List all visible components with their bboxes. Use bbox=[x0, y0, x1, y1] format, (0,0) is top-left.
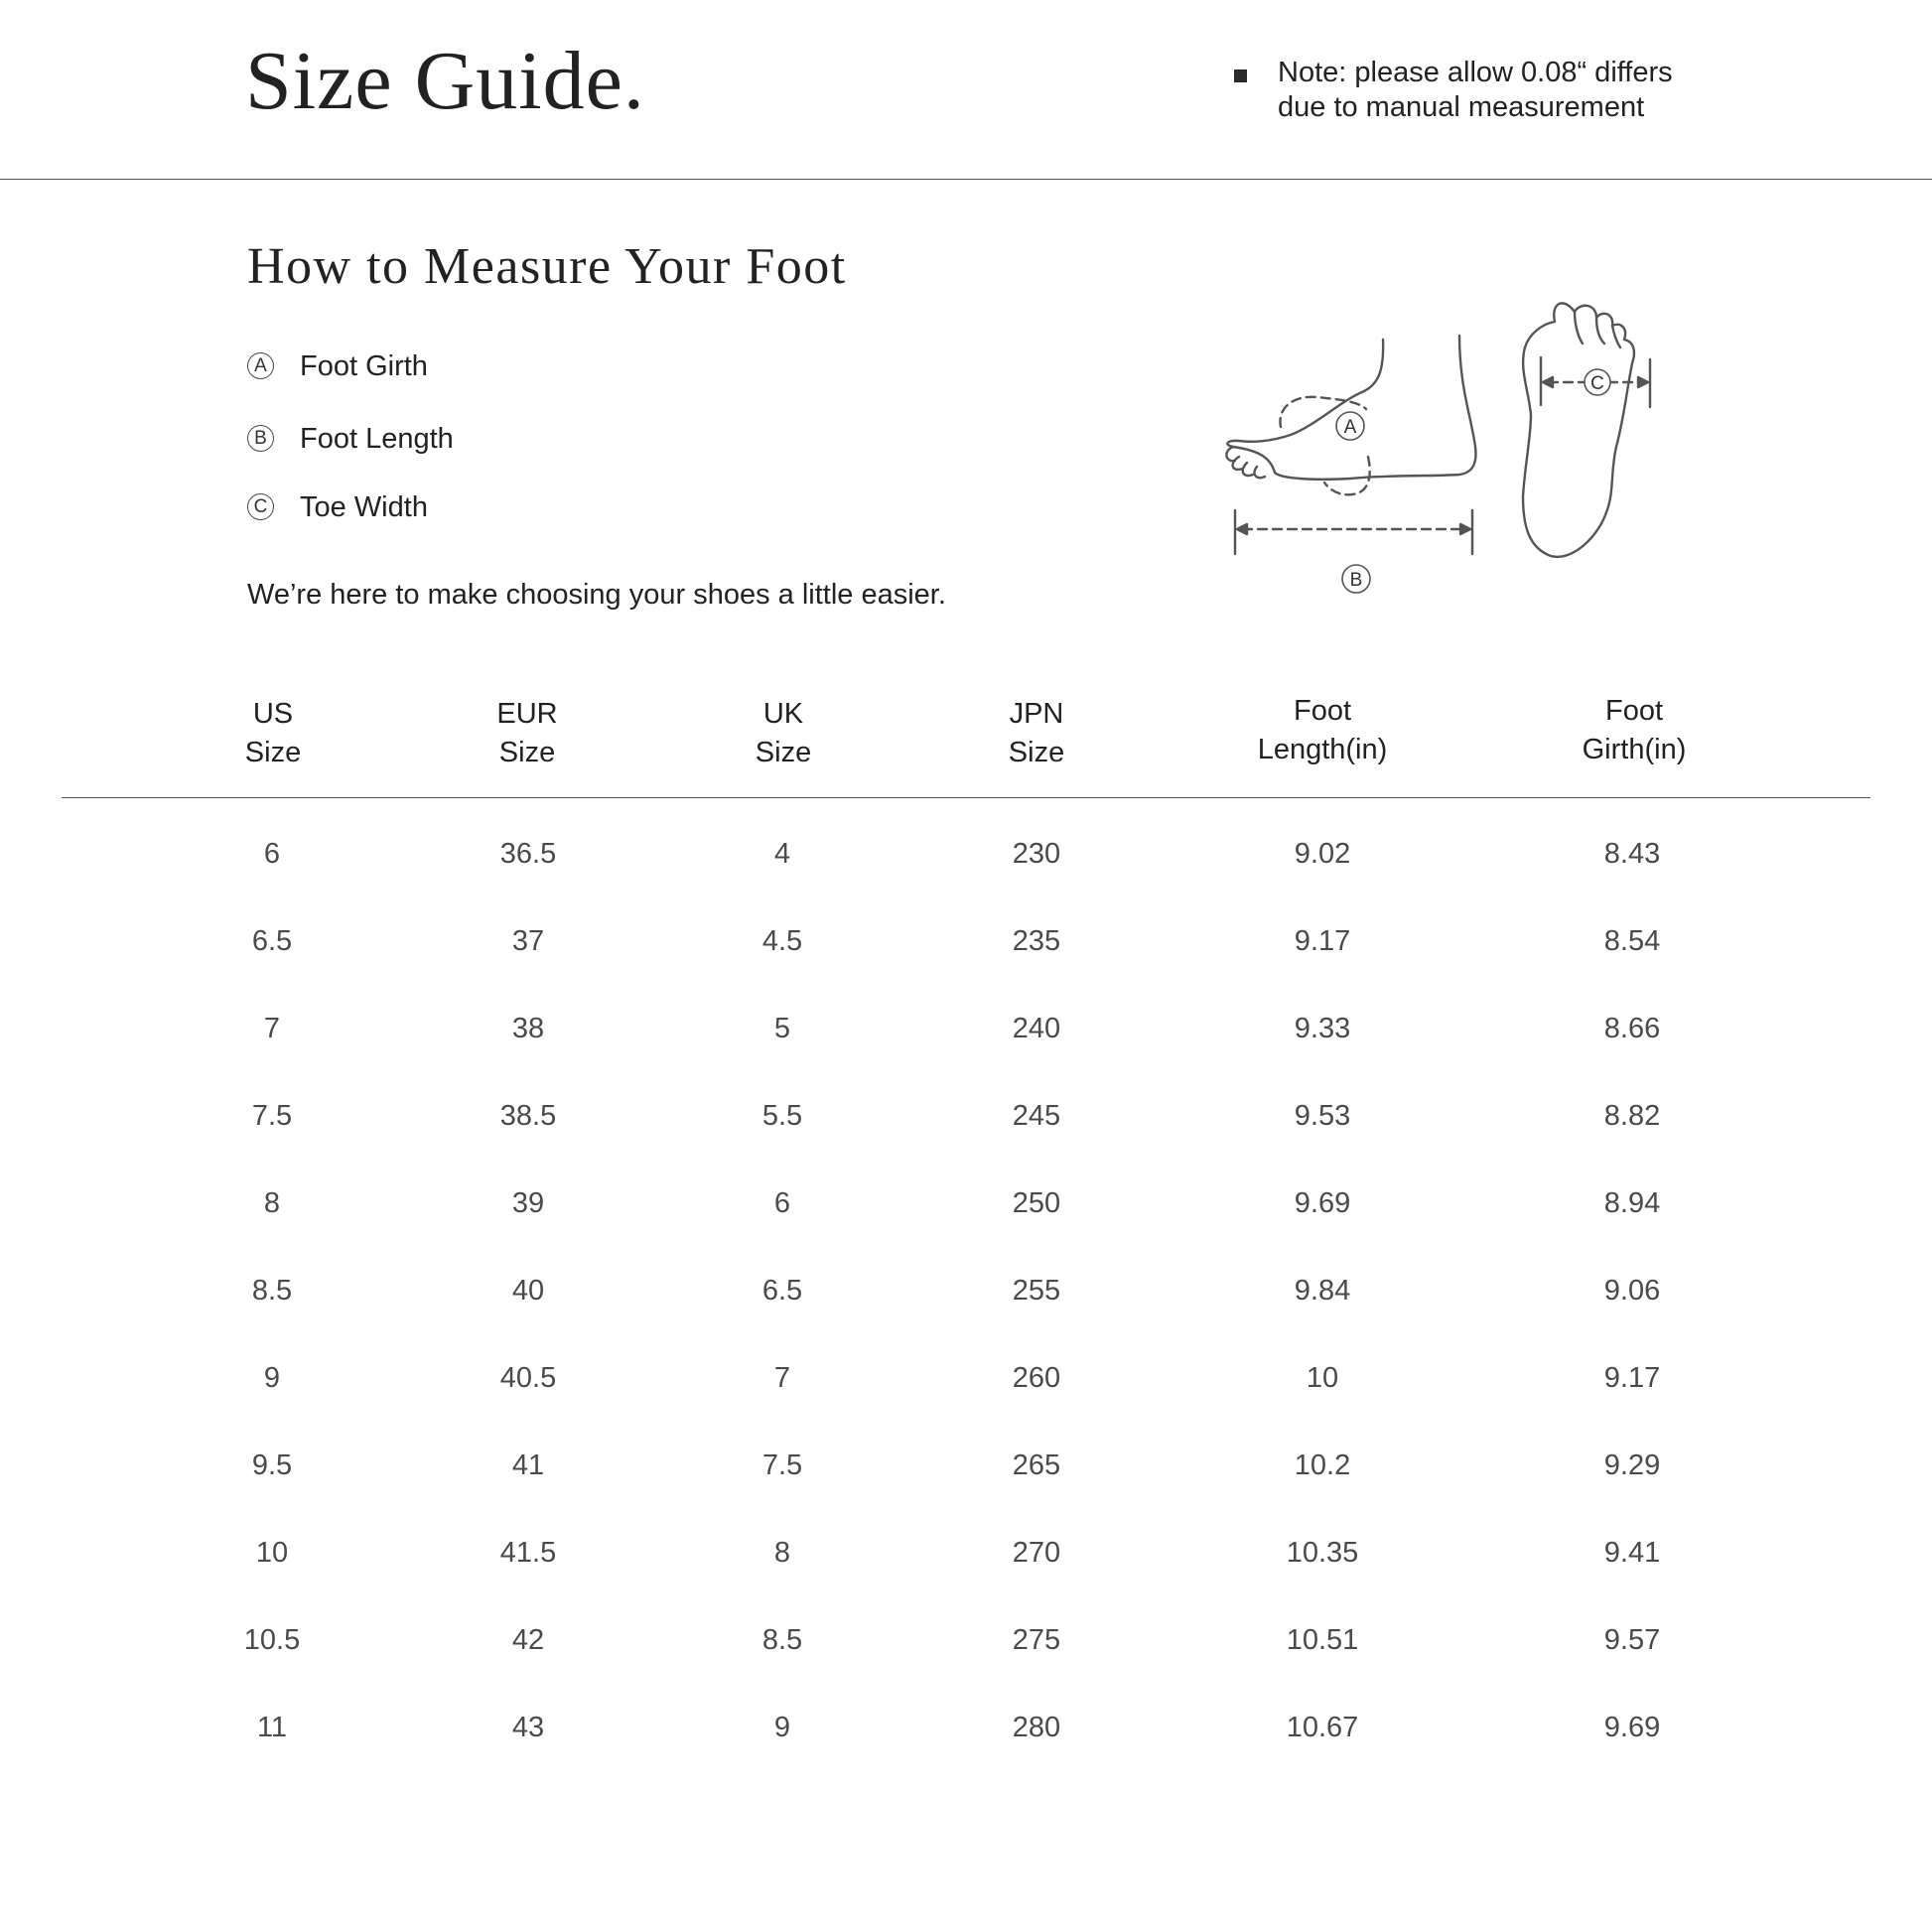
legend-label: Foot Girth bbox=[300, 350, 428, 382]
cell-jpn: 255 bbox=[1012, 1275, 1061, 1307]
cell-jpn: 235 bbox=[1012, 925, 1061, 957]
cell-jpn: 240 bbox=[1012, 1013, 1061, 1044]
header-line: Size bbox=[498, 737, 556, 768]
marker-a-icon: A bbox=[247, 352, 274, 379]
cell-eur: 41.5 bbox=[499, 1537, 557, 1569]
cell-length: 9.02 bbox=[1294, 838, 1351, 870]
cell-girth: 8.82 bbox=[1603, 1100, 1661, 1132]
cell-jpn: 230 bbox=[1012, 838, 1061, 870]
tagline: We’re here to make choosing your shoes a little easier. bbox=[247, 579, 946, 611]
header-line: Size bbox=[244, 737, 302, 768]
cell-us: 7.5 bbox=[251, 1100, 293, 1132]
table-row bbox=[0, 1708, 1932, 1795]
cell-eur: 42 bbox=[511, 1624, 545, 1656]
table-row bbox=[0, 1096, 1932, 1183]
cell-uk: 4.5 bbox=[761, 925, 803, 957]
cell-us: 8.5 bbox=[251, 1275, 293, 1307]
header-line: Size bbox=[755, 737, 812, 768]
cell-girth: 9.06 bbox=[1603, 1275, 1661, 1307]
legend-label: Foot Length bbox=[300, 423, 454, 455]
cell-length: 9.69 bbox=[1294, 1187, 1351, 1219]
header-foot-length bbox=[1203, 692, 1442, 769]
cell-us: 11 bbox=[256, 1712, 288, 1743]
foot-measurement-diagram bbox=[1221, 298, 1678, 616]
cell-uk: 8.5 bbox=[761, 1624, 803, 1656]
foot-side-outline-icon bbox=[1227, 336, 1475, 480]
toe-lines-icon bbox=[1575, 312, 1620, 347]
header-line: JPN bbox=[1009, 698, 1064, 730]
cell-length: 10.67 bbox=[1286, 1712, 1359, 1743]
header-eur-size bbox=[408, 695, 646, 772]
cell-jpn: 265 bbox=[1012, 1449, 1061, 1481]
header-line: UK bbox=[762, 698, 804, 730]
marker-b-icon: B bbox=[247, 425, 274, 452]
header-line: EUR bbox=[496, 698, 558, 730]
cell-us: 6.5 bbox=[251, 925, 293, 957]
header-line: Size bbox=[1008, 737, 1065, 768]
toe-arrow-right-icon bbox=[1638, 377, 1648, 387]
table-row bbox=[0, 834, 1932, 921]
cell-eur: 40 bbox=[511, 1275, 545, 1307]
cell-us: 10.5 bbox=[243, 1624, 301, 1656]
table-row bbox=[0, 1183, 1932, 1271]
cell-eur: 41 bbox=[511, 1449, 545, 1481]
table-row bbox=[0, 921, 1932, 1009]
cell-us: 7 bbox=[263, 1013, 281, 1044]
header-foot-girth bbox=[1515, 692, 1753, 769]
header-line: Length(in) bbox=[1257, 734, 1388, 765]
cell-girth: 9.57 bbox=[1603, 1624, 1661, 1656]
section-title: How to Measure Your Foot bbox=[247, 238, 847, 295]
cell-eur: 38 bbox=[511, 1013, 545, 1044]
cell-us: 6 bbox=[263, 838, 281, 870]
cell-eur: 36.5 bbox=[499, 838, 557, 870]
cell-eur: 40.5 bbox=[499, 1362, 557, 1394]
page-title: Size Guide. bbox=[245, 35, 645, 127]
cell-eur: 39 bbox=[511, 1187, 545, 1219]
cell-uk: 8 bbox=[773, 1537, 791, 1569]
cell-girth: 8.66 bbox=[1603, 1013, 1661, 1044]
header-us-size bbox=[154, 695, 392, 772]
note-text bbox=[1278, 56, 1673, 125]
cell-jpn: 260 bbox=[1012, 1362, 1061, 1394]
cell-girth: 8.54 bbox=[1603, 925, 1661, 957]
header-uk-size bbox=[664, 695, 902, 772]
table-row bbox=[0, 1358, 1932, 1446]
cell-girth: 8.94 bbox=[1603, 1187, 1661, 1219]
cell-girth: 9.69 bbox=[1603, 1712, 1661, 1743]
diagram-marker-a-label: A bbox=[1343, 417, 1357, 438]
toes-icon bbox=[1226, 447, 1265, 478]
header-divider bbox=[0, 179, 1932, 180]
cell-uk: 7.5 bbox=[761, 1449, 803, 1481]
cell-length: 10.51 bbox=[1286, 1624, 1359, 1656]
cell-uk: 5.5 bbox=[761, 1100, 803, 1132]
note-bullet-icon bbox=[1234, 69, 1247, 82]
cell-us: 8 bbox=[263, 1187, 281, 1219]
cell-eur: 43 bbox=[511, 1712, 545, 1743]
cell-girth: 9.29 bbox=[1603, 1449, 1661, 1481]
cell-uk: 7 bbox=[773, 1362, 791, 1394]
cell-length: 9.84 bbox=[1294, 1275, 1351, 1307]
table-row bbox=[0, 1620, 1932, 1708]
cell-girth: 9.17 bbox=[1603, 1362, 1661, 1394]
cell-length: 10 bbox=[1306, 1362, 1339, 1394]
cell-length: 10.2 bbox=[1294, 1449, 1351, 1481]
header-jpn-size bbox=[917, 695, 1156, 772]
diagram-marker-c-label: C bbox=[1590, 373, 1604, 394]
table-row bbox=[0, 1446, 1932, 1533]
table-divider bbox=[62, 797, 1870, 798]
length-arrow-right-icon bbox=[1460, 524, 1470, 534]
cell-length: 9.53 bbox=[1294, 1100, 1351, 1132]
note-line-2: due to manual measurement bbox=[1278, 91, 1645, 123]
cell-uk: 6.5 bbox=[761, 1275, 803, 1307]
cell-uk: 6 bbox=[773, 1187, 791, 1219]
cell-us: 9.5 bbox=[251, 1449, 293, 1481]
marker-c-icon: C bbox=[247, 493, 274, 520]
cell-girth: 8.43 bbox=[1603, 838, 1661, 870]
cell-uk: 4 bbox=[773, 838, 791, 870]
cell-jpn: 250 bbox=[1012, 1187, 1061, 1219]
length-arrow-left-icon bbox=[1237, 524, 1247, 534]
legend-label: Toe Width bbox=[300, 491, 428, 523]
cell-length: 9.33 bbox=[1294, 1013, 1351, 1044]
header-line: Foot bbox=[1293, 695, 1352, 727]
diagram-marker-b-label: B bbox=[1349, 570, 1363, 591]
cell-eur: 38.5 bbox=[499, 1100, 557, 1132]
cell-length: 10.35 bbox=[1286, 1537, 1359, 1569]
cell-jpn: 270 bbox=[1012, 1537, 1061, 1569]
cell-girth: 9.41 bbox=[1603, 1537, 1661, 1569]
cell-jpn: 280 bbox=[1012, 1712, 1061, 1743]
note-line-1: Note: please allow 0.08“ differs bbox=[1278, 57, 1673, 88]
cell-uk: 9 bbox=[773, 1712, 791, 1743]
toe-arrow-left-icon bbox=[1543, 377, 1553, 387]
cell-jpn: 245 bbox=[1012, 1100, 1061, 1132]
header-line: Girth(in) bbox=[1582, 734, 1687, 765]
cell-us: 9 bbox=[263, 1362, 281, 1394]
cell-uk: 5 bbox=[773, 1013, 791, 1044]
table-row bbox=[0, 1009, 1932, 1096]
cell-eur: 37 bbox=[511, 925, 545, 957]
cell-us: 10 bbox=[255, 1537, 289, 1569]
table-row bbox=[0, 1533, 1932, 1620]
header-line: Foot bbox=[1604, 695, 1664, 727]
header-line: US bbox=[252, 698, 294, 730]
cell-length: 9.17 bbox=[1294, 925, 1351, 957]
cell-jpn: 275 bbox=[1012, 1624, 1061, 1656]
table-row bbox=[0, 1271, 1932, 1358]
